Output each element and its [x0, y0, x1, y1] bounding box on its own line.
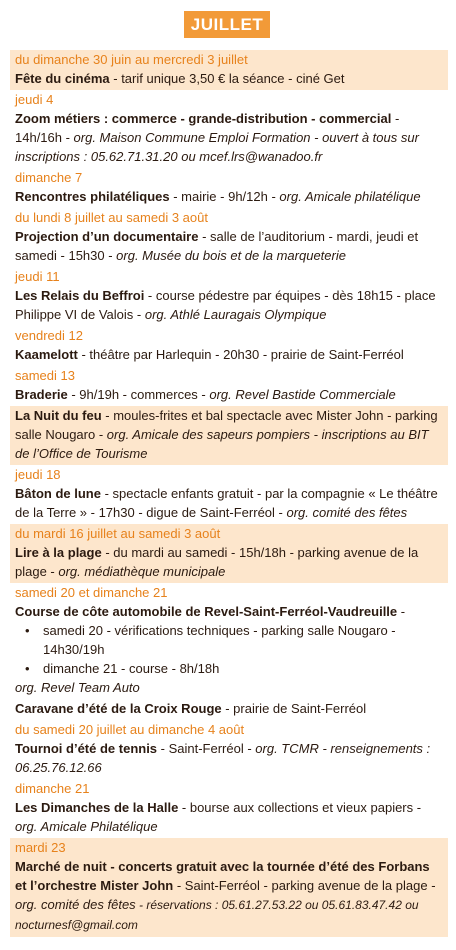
- event-organizer: org. Musée du bois et de la marqueterie: [116, 248, 346, 263]
- event-organizer: org. comité des fêtes: [286, 505, 408, 520]
- event-item: [10, 583, 448, 699]
- event-title: Rencontres philatéliques: [15, 189, 170, 204]
- event-date: du mardi 16 juillet au samedi 3 août: [15, 526, 221, 541]
- event-item: [10, 326, 448, 366]
- event-organizer: org. Amicale Philatélique: [15, 819, 158, 834]
- event-organizer: org. TCMR - renseignements : 06.25.76.12.66: [15, 741, 431, 775]
- event-organizer: org. Amicale philatélique: [279, 189, 421, 204]
- list-item: • dimanche 21 - course - 8h/18h: [43, 659, 444, 678]
- event-details: - du mardi au samedi - 15h/18h - parking avenue de la plage -: [15, 545, 419, 579]
- event-contact: - réservations : 05.61.27.53.22 ou 05.61.83.47.42 ou nocturnesf@gmail.com: [15, 898, 419, 932]
- event-date: vendredi 12: [15, 328, 83, 343]
- event-details: - Saint-Ferréol - parking avenue de la plage -: [173, 878, 436, 893]
- event-item: [10, 779, 448, 838]
- event-details: - tarif unique 3,50 € la séance - ciné Get: [109, 71, 345, 86]
- event-title: Tournoi d’été de tennis: [15, 741, 158, 756]
- event-title: Bâton de lune: [15, 486, 101, 501]
- event-details: -: [397, 604, 406, 619]
- event-details: - Saint-Ferréol -: [157, 741, 256, 756]
- event-item: [10, 90, 448, 168]
- event-date: du dimanche 30 juin au mercredi 3 juillet: [15, 52, 248, 67]
- event-date: mardi 23: [15, 840, 66, 855]
- event-item: [10, 465, 448, 524]
- event-date: du lundi 8 juillet au samedi 3 août: [15, 210, 208, 225]
- event-title: La Nuit du feu: [15, 408, 102, 423]
- event-title: Les Relais du Beffroi: [15, 288, 145, 303]
- event-details: - prairie de Saint-Ferréol: [221, 701, 367, 716]
- event-schedule-list: [15, 621, 444, 678]
- event-organizer: org. médiathèque municipale: [58, 564, 226, 579]
- event-item: [10, 168, 448, 208]
- event-organizer: org. comité des fêtes: [15, 897, 136, 912]
- event-item: [10, 366, 448, 406]
- event-title: Kaamelott: [15, 347, 78, 362]
- event-title: Course de côte automobile de Revel-Saint-Ferréol-Vaudreuille: [15, 604, 398, 619]
- event-details: - bourse aux collections et vieux papiers -: [178, 800, 422, 815]
- event-item: [10, 208, 448, 267]
- event-details: - salle de l’auditorium - mardi, jeudi et samedi - 15h30 -: [15, 229, 419, 263]
- event-date: dimanche 7: [15, 170, 83, 185]
- event-date: jeudi 18: [15, 467, 61, 482]
- event-details: - 14h/16h -: [15, 111, 400, 145]
- event-details: - spectacle enfants gratuit - par la compagnie « Le théâtre de la Terre » - 17h30 - digue de Saint-Ferréol -: [15, 486, 438, 520]
- event-item: [10, 720, 448, 779]
- event-date: samedi 20 et dimanche 21: [15, 585, 168, 600]
- event-item: [10, 838, 448, 937]
- event-details: - 9h/19h - commerces -: [67, 387, 210, 402]
- event-item: [10, 267, 448, 326]
- event-title: Zoom métiers : commerce - grande-distribution - commercial: [15, 111, 392, 126]
- month-title: JUILLET: [184, 11, 270, 38]
- event-item: [10, 699, 448, 720]
- event-title: Fête du cinéma: [15, 71, 110, 86]
- event-details: - moules-frites et bal spectacle avec Mister John - parking salle Nougaro -: [15, 408, 438, 442]
- event-date: dimanche 21: [15, 781, 90, 796]
- event-organizer: org. Revel Bastide Commerciale: [209, 387, 396, 402]
- event-title: Projection d’un documentaire: [15, 229, 199, 244]
- event-details: - théâtre par Harlequin - 20h30 - prairie de Saint-Ferréol: [77, 347, 404, 362]
- event-date: jeudi 11: [15, 269, 60, 284]
- event-details: - mairie - 9h/12h -: [169, 189, 280, 204]
- event-title: Les Dimanches de la Halle: [15, 800, 179, 815]
- event-item: [10, 50, 448, 90]
- event-title: Marché de nuit - concerts gratuit avec la tournée d’été des Forbans et l’orchestre Mister John: [15, 859, 430, 893]
- event-title: Caravane d’été de la Croix Rouge: [15, 701, 222, 716]
- event-details: - course pédestre par équipes - dès 18h15 - place Philippe VI de Valois -: [15, 288, 436, 322]
- event-organizer: org. Athlé Lauragais Olympique: [144, 307, 327, 322]
- event-date: samedi 13: [15, 368, 75, 383]
- event-organizer: org. Revel Team Auto: [15, 680, 140, 695]
- event-organizer: org. Amicale des sapeurs pompiers - inscriptions au BIT de l’Office de Tourisme: [15, 427, 429, 461]
- event-item: [10, 406, 448, 465]
- event-title: Braderie: [15, 387, 68, 402]
- event-date: jeudi 4: [15, 92, 54, 107]
- event-title: Lire à la plage: [15, 545, 102, 560]
- event-item: [10, 524, 448, 583]
- event-date: du samedi 20 juillet au dimanche 4 août: [15, 722, 245, 737]
- list-item: • samedi 20 - vérifications techniques - parking salle Nougaro - 14h30/19h: [43, 621, 444, 659]
- event-organizer: org. Maison Commune Emploi Formation - ouvert à tous sur inscriptions : 05.62.71.31.20 ou mcef.lrs@wanadoo.fr: [15, 130, 419, 164]
- event-list: [0, 50, 456, 937]
- header: [0, 0, 456, 50]
